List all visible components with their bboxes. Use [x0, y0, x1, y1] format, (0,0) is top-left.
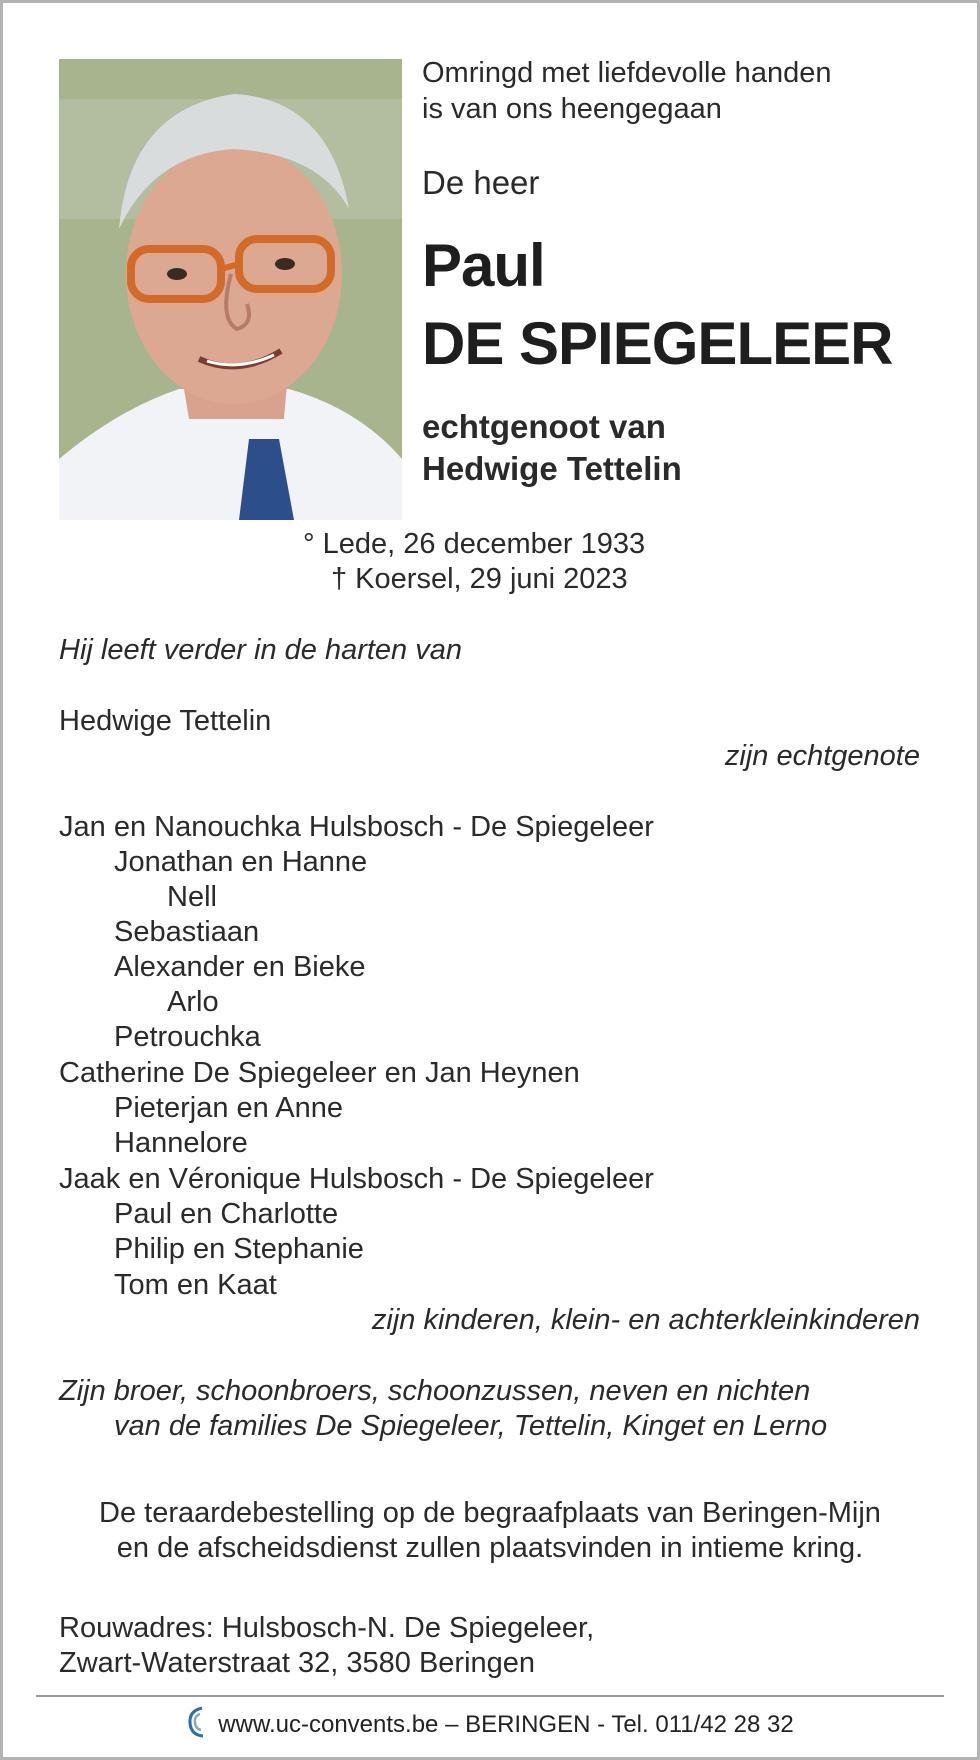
spouse-relation: echtgenoot van: [422, 408, 666, 445]
spouse-name-heading: Hedwige Tettelin: [422, 450, 682, 487]
family-member: Petrouchka: [114, 1021, 261, 1053]
death-line: † Koersel, 29 juni 2023: [331, 563, 628, 595]
family-member: Jan en Nanouchka Hulsbosch - De Spiegeleer: [59, 811, 654, 843]
family-member: Sebastiaan: [114, 916, 260, 948]
spouse-role: zijn echtgenote: [724, 740, 920, 772]
intro-text: Omringd met liefdevolle handen is van ons heengegaan: [422, 57, 832, 125]
footer-text: www.uc-convents.be – BERINGEN - Tel. 011/42 28 32: [218, 1710, 794, 1738]
ceremony-line: De teraardebestelling op de begraafplaats van Beringen-Mijn: [99, 1497, 881, 1529]
address-line: Rouwadres: Hulsbosch-N. De Spiegeleer,: [59, 1612, 595, 1644]
family-member: Jonathan en Hanne: [114, 846, 368, 878]
footer-divider: [36, 1695, 944, 1697]
family-member: Catherine De Spiegeleer en Jan Heynen: [59, 1057, 580, 1089]
family-member: Tom en Kaat: [114, 1269, 277, 1301]
lives-on-heading: Hij leeft verder in de harten van: [59, 634, 462, 666]
portrait-photo: [59, 59, 402, 520]
family-member: Arlo: [167, 986, 219, 1018]
family-member: Nell: [167, 881, 217, 913]
funeral-home-logo-icon: [186, 1705, 208, 1746]
family-member: Hannelore: [114, 1127, 248, 1159]
birth-line: ° Lede, 26 december 1933: [303, 528, 646, 560]
family-member: Alexander en Bieke: [114, 951, 366, 983]
last-name: DE SPIEGELEER: [422, 310, 893, 377]
family-role: zijn kinderen, klein- en achterkleinkinderen: [371, 1304, 920, 1336]
spouse-name: Hedwige Tettelin: [59, 705, 272, 737]
family-member: Jaak en Véronique Hulsbosch - De Spiegeleer: [59, 1163, 654, 1195]
honorific: De heer: [422, 164, 540, 201]
family-member: Paul en Charlotte: [114, 1198, 339, 1230]
relatives-line: Zijn broer, schoonbroers, schoonzussen, neven en nichten: [59, 1375, 811, 1407]
family-member: Pieterjan en Anne: [114, 1092, 343, 1124]
family-member: Philip en Stephanie: [114, 1233, 364, 1265]
ceremony-line: en de afscheidsdienst zullen plaatsvinden in intieme kring.: [116, 1532, 864, 1564]
first-name: Paul: [422, 232, 545, 299]
footer: [3, 1705, 977, 1746]
address-line: Zwart-Waterstraat 32, 3580 Beringen: [59, 1647, 536, 1679]
relatives-line: van de families De Spiegeleer, Tettelin, Kinget en Lerno: [114, 1410, 828, 1442]
